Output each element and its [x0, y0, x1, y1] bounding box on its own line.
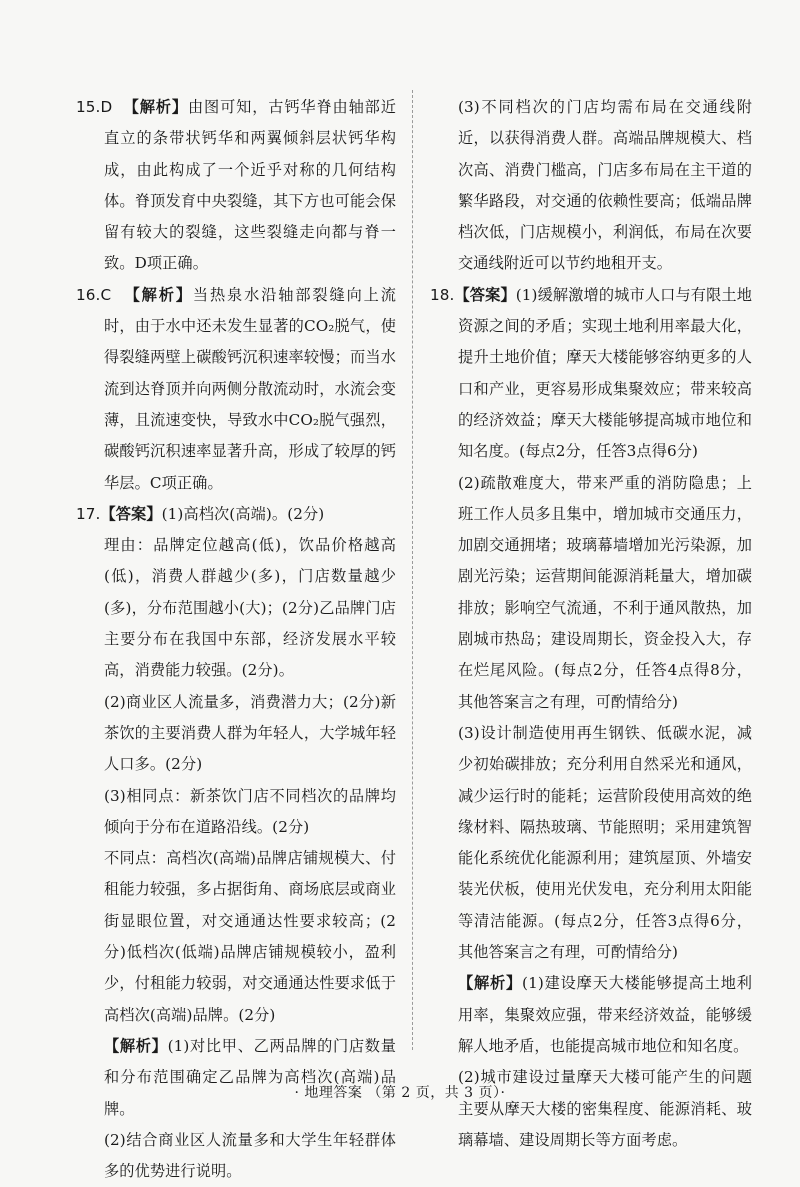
question-18-analysis-2: (2)城市建设过量摩天大楼可能产生的问题主要从摩天大楼的密集程度、能源消耗、玻璃幕墙、建设周期长等方面考虑。 [458, 1068, 752, 1149]
question-17-analysis-1 [76, 1031, 396, 1125]
question-16-number: 16.C [76, 285, 112, 304]
question-17-answer-1 [76, 499, 396, 530]
left-column [76, 92, 396, 1187]
question-18-number: 18. [430, 285, 455, 304]
question-16 [76, 280, 396, 499]
question-17-analysis-3: (3)不同档次的门店均需布局在交通线附近，以获得消费人群。高端品牌规模大、档次高、消费门槛高，门店多布局在主干道的繁华路段，对交通的依赖性要高；低端品牌档次低，门店规模小，利润低，布局在次要交通线附近可以节约地租开支。 [458, 98, 752, 273]
question-18-analysis-1-text: (1)建设摩天大楼能够提高土地利用率，集聚效应强，带来经济效益，能够缓解人地矛盾，也能提高城市地位和知名度。 [458, 974, 752, 1055]
question-17-answer-3-same: (3)相同点：新茶饮门店不同档次的品牌均倾向于分布在道路沿线。(2分) [104, 786, 396, 836]
question-18-answer-tag: 【答案】 [454, 285, 516, 304]
column-divider [412, 90, 413, 1050]
question-15-number: 15.D [76, 98, 113, 116]
question-15 [76, 92, 396, 280]
question-16-text: 当热泉水沿轴部裂缝向上流时，由于水中还未发生显著的CO₂脱气，使得裂缝两壁上碳酸钙沉积速率较慢；而当水流到达脊顶并向两侧分散流动时，水流会变薄，且流速变快，导致水中CO₂脱气强烈，碳酸钙沉积速率显著升高，形成了较厚的钙华层。C项正确。 [104, 285, 397, 492]
question-17-answer-1-text: (1)高档次(高端)。(2分) [161, 504, 325, 523]
question-17-analysis-tag: 【解析】 [104, 1036, 168, 1055]
question-18-answer-2: (2)疏散难度大，带来严重的消防隐患；上班工作人员多且集中，增加城市交通压力，加剧交通拥堵；玻璃幕墙增加光污染源，加剧光污染；运营期间能源消耗量大，增加碳排放；影响空气流通，不利于通风散热，加剧城市热岛；建设周期长，资金投入大，存在烂尾风险。(每点2分，任答4点得8分，其他答案言之有理，可酌情给分) [458, 473, 752, 711]
question-17-answer-1-reason: 理由：品牌定位越高(低)，饮品价格越高(低)，消费人群越少(多)，门店数量越少(多)，分布范围越小(大)；(2分)乙品牌门店主要分布在我国中东部，经济发展水平较高，消费能力较强。(2分)。 [104, 536, 396, 680]
question-17-answer-tag: 【答案】 [100, 504, 162, 523]
question-18-answer-3: (3)设计制造使用再生钢铁、低碳水泥，减少初始碳排放；充分利用自然采光和通风，减少运行时的能耗；运营阶段使用高效的绝缘材料、隔热玻璃、节能照明；采用建筑智能化系统优化能源利用；建筑屋顶、外墙安装光伏板，使用光伏发电，充分利用太阳能等清洁能源。(每点2分，任答3点得6分，其他答案言之有理，可酌情给分) [458, 723, 752, 962]
question-15-text: 由图可知，古钙华脊由轴部近直立的条带状钙华和两翼倾斜层状钙华构成，由此构成了一个近乎对称的几何结构体。脊顶发育中央裂缝，其下方也可能会保留有较大的裂缝，这些裂缝走向都与脊一致。D项正确。 [104, 98, 396, 273]
question-17-number: 17. [76, 504, 101, 523]
question-17-analysis-2: (2)结合商业区人流量多和大学生年轻群体多的优势进行说明。 [104, 1130, 396, 1181]
question-18-analysis-1 [430, 968, 752, 1062]
page-footer: · 地理答案 （第 2 页，共 3 页）· [294, 1085, 506, 1101]
question-18-answer-1 [430, 280, 752, 468]
right-column [430, 92, 752, 1156]
question-18-analysis-tag: 【解析】 [458, 974, 523, 993]
question-17-answer-3-diff: 不同点：高档次(高端)品牌店铺规模大、付租能力较强，多占据街角、商场底层或商业街显眼位置，对交通通达性要求较高；(2分)低档次(低端)品牌店铺规模较小，盈利少，付租能力较弱，对交通通达性要求低于高档次(高端)品牌。(2分) [104, 849, 396, 1024]
question-17-answer-2: (2)商业区人流量多，消费潜力大；(2分)新茶饮的主要消费人群为年轻人，大学城年轻人口多。(2分) [104, 692, 396, 774]
question-16-analysis-tag: 【解析】 [124, 285, 193, 304]
question-17-analysis-1-text: (1)对比甲、乙两品牌的门店数量和分布范围确定乙品牌为高档次(高端)品牌。 [104, 1036, 396, 1118]
question-15-analysis-tag: 【解析】 [123, 98, 188, 116]
question-18-answer-1-text: (1)缓解激增的城市人口与有限土地资源之间的矛盾；实现土地利用率最大化，提升土地价值；摩天大楼能够容纳更多的人口和产业，更容易形成集聚效应；带来较高的经济效益；摩天大楼能够提高城市地位和知名度。(每点2分，任答3点得6分) [458, 285, 752, 461]
